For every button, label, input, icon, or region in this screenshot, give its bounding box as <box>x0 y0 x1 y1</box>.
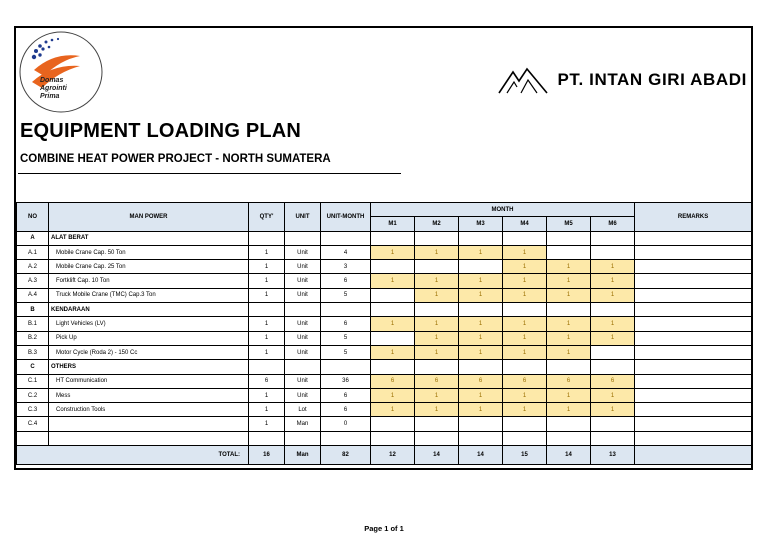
row-unit-month: 5 <box>321 345 371 359</box>
row-remarks <box>635 260 752 274</box>
row-m6: 1 <box>591 288 635 302</box>
row-qty: 6 <box>249 374 285 388</box>
row-no: A.2 <box>17 260 49 274</box>
row-m6: 1 <box>591 260 635 274</box>
empty-cell <box>249 231 285 245</box>
table-row <box>17 331 752 345</box>
row-no: A <box>17 231 49 245</box>
row-no: C.2 <box>17 388 49 402</box>
row-m1 <box>371 260 415 274</box>
empty-cell <box>503 431 547 445</box>
company-name: PT. INTAN GIRI ABADI <box>557 70 747 89</box>
empty-cell <box>249 303 285 317</box>
row-remarks <box>635 317 752 331</box>
empty-cell <box>459 431 503 445</box>
logo-text-line2: Agrointi <box>40 85 67 92</box>
row-unit: Unit <box>285 245 321 259</box>
row-m6 <box>591 245 635 259</box>
company-logo <box>497 66 747 94</box>
section-row <box>17 303 752 317</box>
row-m1: 1 <box>371 274 415 288</box>
row-m3: 1 <box>459 317 503 331</box>
row-m1 <box>371 331 415 345</box>
row-unit-month: 4 <box>321 245 371 259</box>
row-name: Fortklift Cap. 10 Ton <box>49 274 249 288</box>
row-m4 <box>503 417 547 431</box>
table-row <box>17 245 752 259</box>
empty-cell <box>459 231 503 245</box>
empty-cell <box>503 303 547 317</box>
row-unit-month: 0 <box>321 417 371 431</box>
total-row <box>17 446 752 465</box>
empty-cell <box>415 360 459 374</box>
equipment-table <box>16 202 752 465</box>
document-sheet <box>14 26 753 470</box>
row-m1: 1 <box>371 388 415 402</box>
row-m3: 1 <box>459 288 503 302</box>
empty-cell <box>459 360 503 374</box>
domas-agrointi-prima-logo <box>18 30 104 114</box>
row-m4: 1 <box>503 260 547 274</box>
header-m4: M4 <box>503 217 547 231</box>
row-m6 <box>591 417 635 431</box>
header-m2: M2 <box>415 217 459 231</box>
section-row <box>17 360 752 374</box>
empty-cell <box>503 231 547 245</box>
row-no: B.3 <box>17 345 49 359</box>
row-unit: Unit <box>285 288 321 302</box>
table-row <box>17 260 752 274</box>
header-m6: M6 <box>591 217 635 231</box>
row-m4: 1 <box>503 388 547 402</box>
row-remarks <box>635 374 752 388</box>
row-unit: Unit <box>285 374 321 388</box>
empty-cell <box>591 360 635 374</box>
row-m1: 6 <box>371 374 415 388</box>
row-m1: 1 <box>371 403 415 417</box>
empty-cell <box>415 303 459 317</box>
row-m2: 1 <box>415 288 459 302</box>
mountain-logo-icon <box>497 66 549 94</box>
document-title: EQUIPMENT LOADING PLAN <box>20 120 302 142</box>
row-m2: 1 <box>415 317 459 331</box>
row-m3: 1 <box>459 274 503 288</box>
row-m3: 1 <box>459 331 503 345</box>
row-m3: 6 <box>459 374 503 388</box>
row-unit-month: 6 <box>321 274 371 288</box>
row-m4: 1 <box>503 274 547 288</box>
row-m5: 1 <box>547 403 591 417</box>
row-qty: 1 <box>249 388 285 402</box>
table-row <box>17 274 752 288</box>
empty-cell <box>415 231 459 245</box>
row-m4: 1 <box>503 403 547 417</box>
row-m2 <box>415 260 459 274</box>
row-unit: Unit <box>285 388 321 402</box>
empty-cell <box>547 431 591 445</box>
row-m6: 6 <box>591 374 635 388</box>
row-m4: 1 <box>503 331 547 345</box>
logo-emblem-icon <box>18 30 104 114</box>
page-footer: Page 1 of 1 <box>364 524 404 533</box>
row-m1 <box>371 288 415 302</box>
empty-cell <box>285 231 321 245</box>
empty-cell <box>635 431 752 445</box>
row-unit: Unit <box>285 260 321 274</box>
row-no: B.2 <box>17 331 49 345</box>
row-qty: 1 <box>249 345 285 359</box>
row-m4: 1 <box>503 245 547 259</box>
row-unit-month: 3 <box>321 260 371 274</box>
total-m2: 14 <box>415 446 459 465</box>
row-no: B.1 <box>17 317 49 331</box>
row-qty: 1 <box>249 317 285 331</box>
row-m5: 1 <box>547 345 591 359</box>
total-remarks <box>635 446 752 465</box>
row-m4: 6 <box>503 374 547 388</box>
total-qty: 16 <box>249 446 285 465</box>
empty-cell <box>371 431 415 445</box>
table-row <box>17 345 752 359</box>
row-m4: 1 <box>503 345 547 359</box>
row-m1: 1 <box>371 245 415 259</box>
row-m3 <box>459 417 503 431</box>
row-m3 <box>459 260 503 274</box>
row-m5: 1 <box>547 388 591 402</box>
row-m5: 6 <box>547 374 591 388</box>
row-remarks <box>635 274 752 288</box>
row-name: Construction Tools <box>49 403 249 417</box>
header-remarks: REMARKS <box>635 203 752 232</box>
row-no: C.1 <box>17 374 49 388</box>
row-unit: Unit <box>285 331 321 345</box>
row-m1: 1 <box>371 345 415 359</box>
empty-cell <box>285 360 321 374</box>
row-m3: 1 <box>459 345 503 359</box>
empty-cell <box>17 431 49 445</box>
row-m3: 1 <box>459 388 503 402</box>
table-row <box>17 403 752 417</box>
document-subtitle: COMBINE HEAT POWER PROJECT - NORTH SUMATERA <box>20 153 331 165</box>
row-unit: Unit <box>285 345 321 359</box>
empty-cell <box>285 303 321 317</box>
row-m2 <box>415 417 459 431</box>
total-m5: 14 <box>547 446 591 465</box>
empty-cell <box>547 303 591 317</box>
total-unit-month: 82 <box>321 446 371 465</box>
row-m5: 1 <box>547 317 591 331</box>
row-m1: 1 <box>371 317 415 331</box>
row-unit: Unit <box>285 317 321 331</box>
row-unit: Lot <box>285 403 321 417</box>
row-m6: 1 <box>591 388 635 402</box>
row-unit-month: 6 <box>321 403 371 417</box>
empty-cell <box>635 231 752 245</box>
row-m5: 1 <box>547 331 591 345</box>
header-m1: M1 <box>371 217 415 231</box>
header-m3: M3 <box>459 217 503 231</box>
row-remarks <box>635 345 752 359</box>
row-unit: Unit <box>285 274 321 288</box>
row-m6: 1 <box>591 317 635 331</box>
section-title: KENDARAAN <box>49 303 249 317</box>
row-m2: 6 <box>415 374 459 388</box>
row-m2: 1 <box>415 274 459 288</box>
table-row <box>17 317 752 331</box>
row-no: C.3 <box>17 403 49 417</box>
row-name <box>49 417 249 431</box>
row-m6: 1 <box>591 331 635 345</box>
empty-cell <box>49 431 249 445</box>
empty-cell <box>249 431 285 445</box>
row-m2: 1 <box>415 345 459 359</box>
empty-cell <box>249 360 285 374</box>
row-m3: 1 <box>459 403 503 417</box>
row-m2: 1 <box>415 331 459 345</box>
row-qty: 1 <box>249 288 285 302</box>
table-body <box>17 231 752 445</box>
logo-text-line3: Prima <box>40 93 60 100</box>
logo-text-line1: Domas <box>40 77 64 84</box>
header-unit: UNIT <box>285 203 321 232</box>
row-m2: 1 <box>415 403 459 417</box>
total-label: TOTAL: <box>17 446 249 465</box>
row-remarks <box>635 331 752 345</box>
row-unit-month: 5 <box>321 288 371 302</box>
row-m5: 1 <box>547 260 591 274</box>
row-qty: 1 <box>249 260 285 274</box>
row-unit-month: 36 <box>321 374 371 388</box>
section-title: OTHERS <box>49 360 249 374</box>
row-remarks <box>635 403 752 417</box>
row-remarks <box>635 245 752 259</box>
total-m1: 12 <box>371 446 415 465</box>
table-row <box>17 417 752 431</box>
empty-cell <box>285 431 321 445</box>
row-no: C <box>17 360 49 374</box>
row-m2: 1 <box>415 245 459 259</box>
row-name: Light Vehicles (LV) <box>49 317 249 331</box>
row-no: A.3 <box>17 274 49 288</box>
empty-cell <box>321 431 371 445</box>
section-title: ALAT BERAT <box>49 231 249 245</box>
header-man-power: MAN POWER <box>49 203 249 232</box>
row-name: Pick Up <box>49 331 249 345</box>
row-qty: 1 <box>249 245 285 259</box>
row-no: C.4 <box>17 417 49 431</box>
empty-cell <box>591 231 635 245</box>
total-unit: Man <box>285 446 321 465</box>
empty-cell <box>321 303 371 317</box>
row-m5: 1 <box>547 274 591 288</box>
row-remarks <box>635 388 752 402</box>
subtitle-underline <box>18 173 401 174</box>
total-m3: 14 <box>459 446 503 465</box>
row-m5 <box>547 417 591 431</box>
empty-cell <box>371 231 415 245</box>
empty-cell <box>321 231 371 245</box>
section-row <box>17 231 752 245</box>
row-qty: 1 <box>249 403 285 417</box>
empty-cell <box>591 303 635 317</box>
row-name: Mobile Crane Cap. 25 Ton <box>49 260 249 274</box>
row-unit-month: 5 <box>321 331 371 345</box>
total-m6: 13 <box>591 446 635 465</box>
row-m5 <box>547 245 591 259</box>
empty-cell <box>591 431 635 445</box>
row-no: A.1 <box>17 245 49 259</box>
header-unit-month: UNIT-MONTH <box>321 203 371 232</box>
row-name: Mobile Crane Cap. 50 Ton <box>49 245 249 259</box>
row-name: Mess <box>49 388 249 402</box>
header-qty: QTY' <box>249 203 285 232</box>
total-m4: 15 <box>503 446 547 465</box>
empty-cell <box>635 303 752 317</box>
empty-cell <box>635 360 752 374</box>
row-m5: 1 <box>547 288 591 302</box>
row-m4: 1 <box>503 288 547 302</box>
row-m4: 1 <box>503 317 547 331</box>
header-no: NO <box>17 203 49 232</box>
row-m6 <box>591 345 635 359</box>
row-qty: 1 <box>249 331 285 345</box>
row-no: B <box>17 303 49 317</box>
row-name: Truck Mobile Crane (TMC) Cap.3 Ton <box>49 288 249 302</box>
table-row <box>17 374 752 388</box>
row-unit: Man <box>285 417 321 431</box>
row-name: HT Communication <box>49 374 249 388</box>
table-row <box>17 288 752 302</box>
empty-cell <box>415 431 459 445</box>
empty-cell <box>547 231 591 245</box>
empty-cell <box>547 360 591 374</box>
empty-cell <box>503 360 547 374</box>
row-unit-month: 6 <box>321 388 371 402</box>
empty-cell <box>459 303 503 317</box>
row-m6: 1 <box>591 274 635 288</box>
row-m3: 1 <box>459 245 503 259</box>
empty-cell <box>371 303 415 317</box>
blank-row <box>17 431 752 445</box>
row-remarks <box>635 417 752 431</box>
row-m6: 1 <box>591 403 635 417</box>
row-qty: 1 <box>249 274 285 288</box>
row-m1 <box>371 417 415 431</box>
empty-cell <box>371 360 415 374</box>
row-qty: 1 <box>249 417 285 431</box>
row-m2: 1 <box>415 388 459 402</box>
empty-cell <box>321 360 371 374</box>
header-month: MONTH <box>371 203 635 217</box>
row-unit-month: 6 <box>321 317 371 331</box>
row-no: A.4 <box>17 288 49 302</box>
table-row <box>17 388 752 402</box>
row-remarks <box>635 288 752 302</box>
header-m5: M5 <box>547 217 591 231</box>
row-name: Motor Cycle (Roda 2) - 150 Cc <box>49 345 249 359</box>
